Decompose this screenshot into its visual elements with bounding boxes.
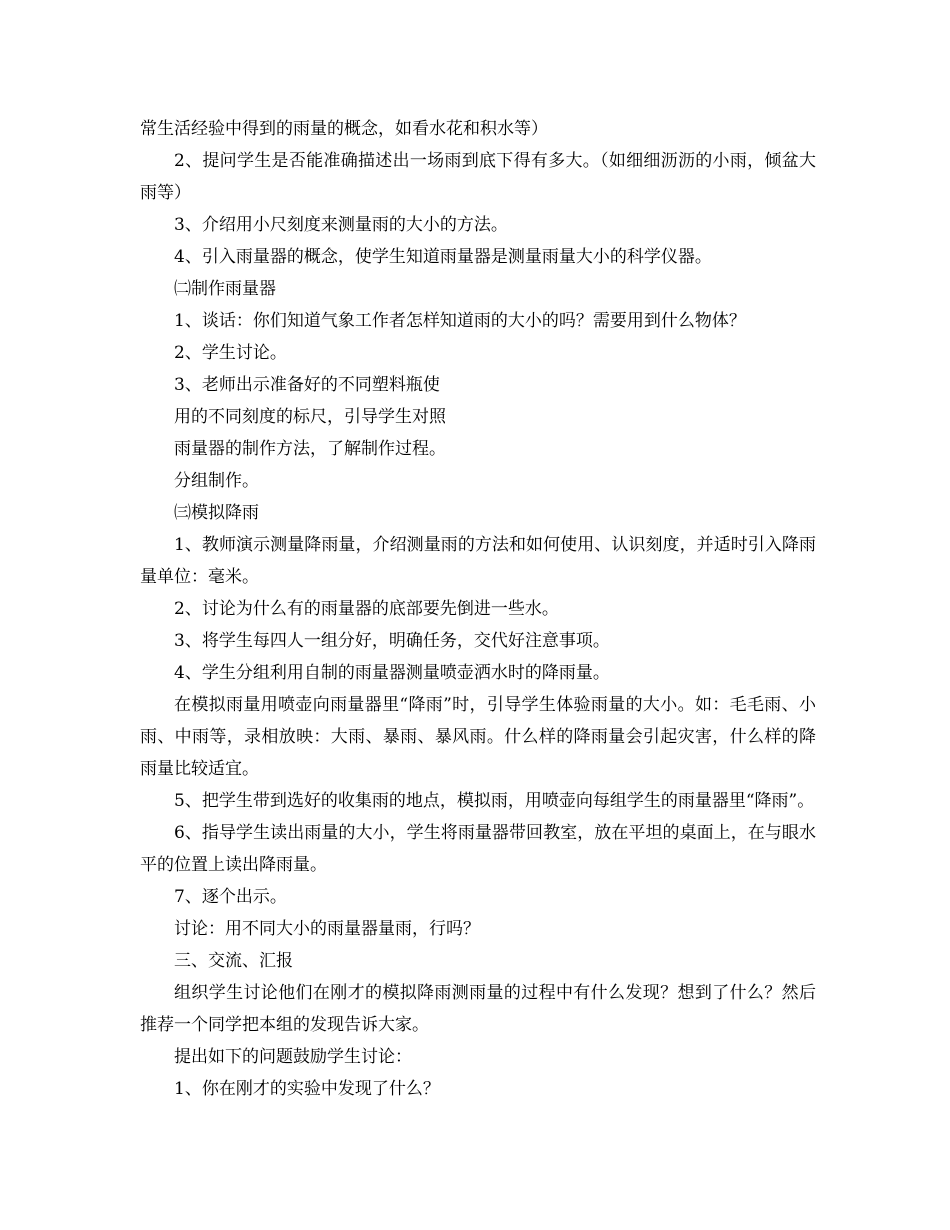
document-paragraph: 2、讨论为什么有的雨量器的底部要先倒进一些水。 — [174, 599, 559, 619]
document-paragraph: 3、将学生每四人一组分好，明确任务，交代好注意事项。 — [174, 631, 610, 651]
document-paragraph: 5、把学生带到选好的收集雨的地点，模拟雨，用喷壶向每组学生的雨量器里“降雨”。 — [174, 791, 815, 811]
document-paragraph: 3、老师出示准备好的不同塑料瓶使 — [174, 375, 440, 395]
document-paragraph: 讨论：用不同大小的雨量器量雨，行吗？ — [174, 919, 480, 939]
document-paragraph: 三、交流、汇报 — [174, 951, 293, 971]
document-paragraph: 6、指导学生读出雨量的大小，学生将雨量器带回教室，放在平坦的桌面上，在与眼水平的位置上读出降雨量。 — [140, 823, 816, 875]
document-paragraph: 4、引入雨量器的概念，使学生知道雨量器是测量雨量大小的科学仪器。 — [174, 247, 712, 267]
document-paragraph: 1、谈话：你们知道气象工作者怎样知道雨的大小的吗？需要用到什么物体？ — [174, 311, 746, 331]
document-body — [140, 113, 816, 1105]
document-paragraph: ㈢模拟降雨 — [174, 503, 259, 523]
document-paragraph: 用的不同刻度的标尺，引导学生对照 — [174, 407, 446, 427]
document-paragraph: 4、学生分组利用自制的雨量器测量喷壶洒水时的降雨量。 — [174, 663, 610, 683]
document-paragraph: 1、你在刚才的实验中发现了什么？ — [174, 1079, 440, 1099]
document-paragraph: 提出如下的问题鼓励学生讨论： — [174, 1047, 412, 1067]
document-paragraph: 组织学生讨论他们在刚才的模拟降雨测雨量的过程中有什么发现？想到了什么？然后推荐一个同学把本组的发现告诉大家。 — [140, 983, 816, 1035]
document-paragraph: 常生活经验中得到的雨量的概念，如看水花和积水等） — [140, 119, 548, 139]
document-paragraph: 分组制作。 — [174, 471, 259, 491]
document-paragraph: 2、提问学生是否能准确描述出一场雨到底下得有多大。（如细细沥沥的小雨，倾盆大雨等） — [140, 151, 816, 203]
document-paragraph: 在模拟雨量用喷壶向雨量器里“降雨”时，引导学生体验雨量的大小。如：毛毛雨、小雨、中雨等，录相放映：大雨、暴雨、暴风雨。什么样的降雨量会引起灾害，什么样的降雨量比较适宜。 — [140, 695, 816, 779]
document-paragraph: 7、逐个出示。 — [174, 887, 287, 907]
document-paragraph: 3、介绍用小尺刻度来测量雨的大小的方法。 — [174, 215, 508, 235]
document-paragraph: 2、学生讨论。 — [174, 343, 287, 363]
document-paragraph: ㈡制作雨量器 — [174, 279, 276, 299]
document-paragraph: 雨量器的制作方法，了解制作过程。 — [174, 439, 446, 459]
document-paragraph: 1、教师演示测量降雨量，介绍测量雨的方法和如何使用、认识刻度，并适时引入降雨量单位：毫米。 — [140, 535, 816, 587]
